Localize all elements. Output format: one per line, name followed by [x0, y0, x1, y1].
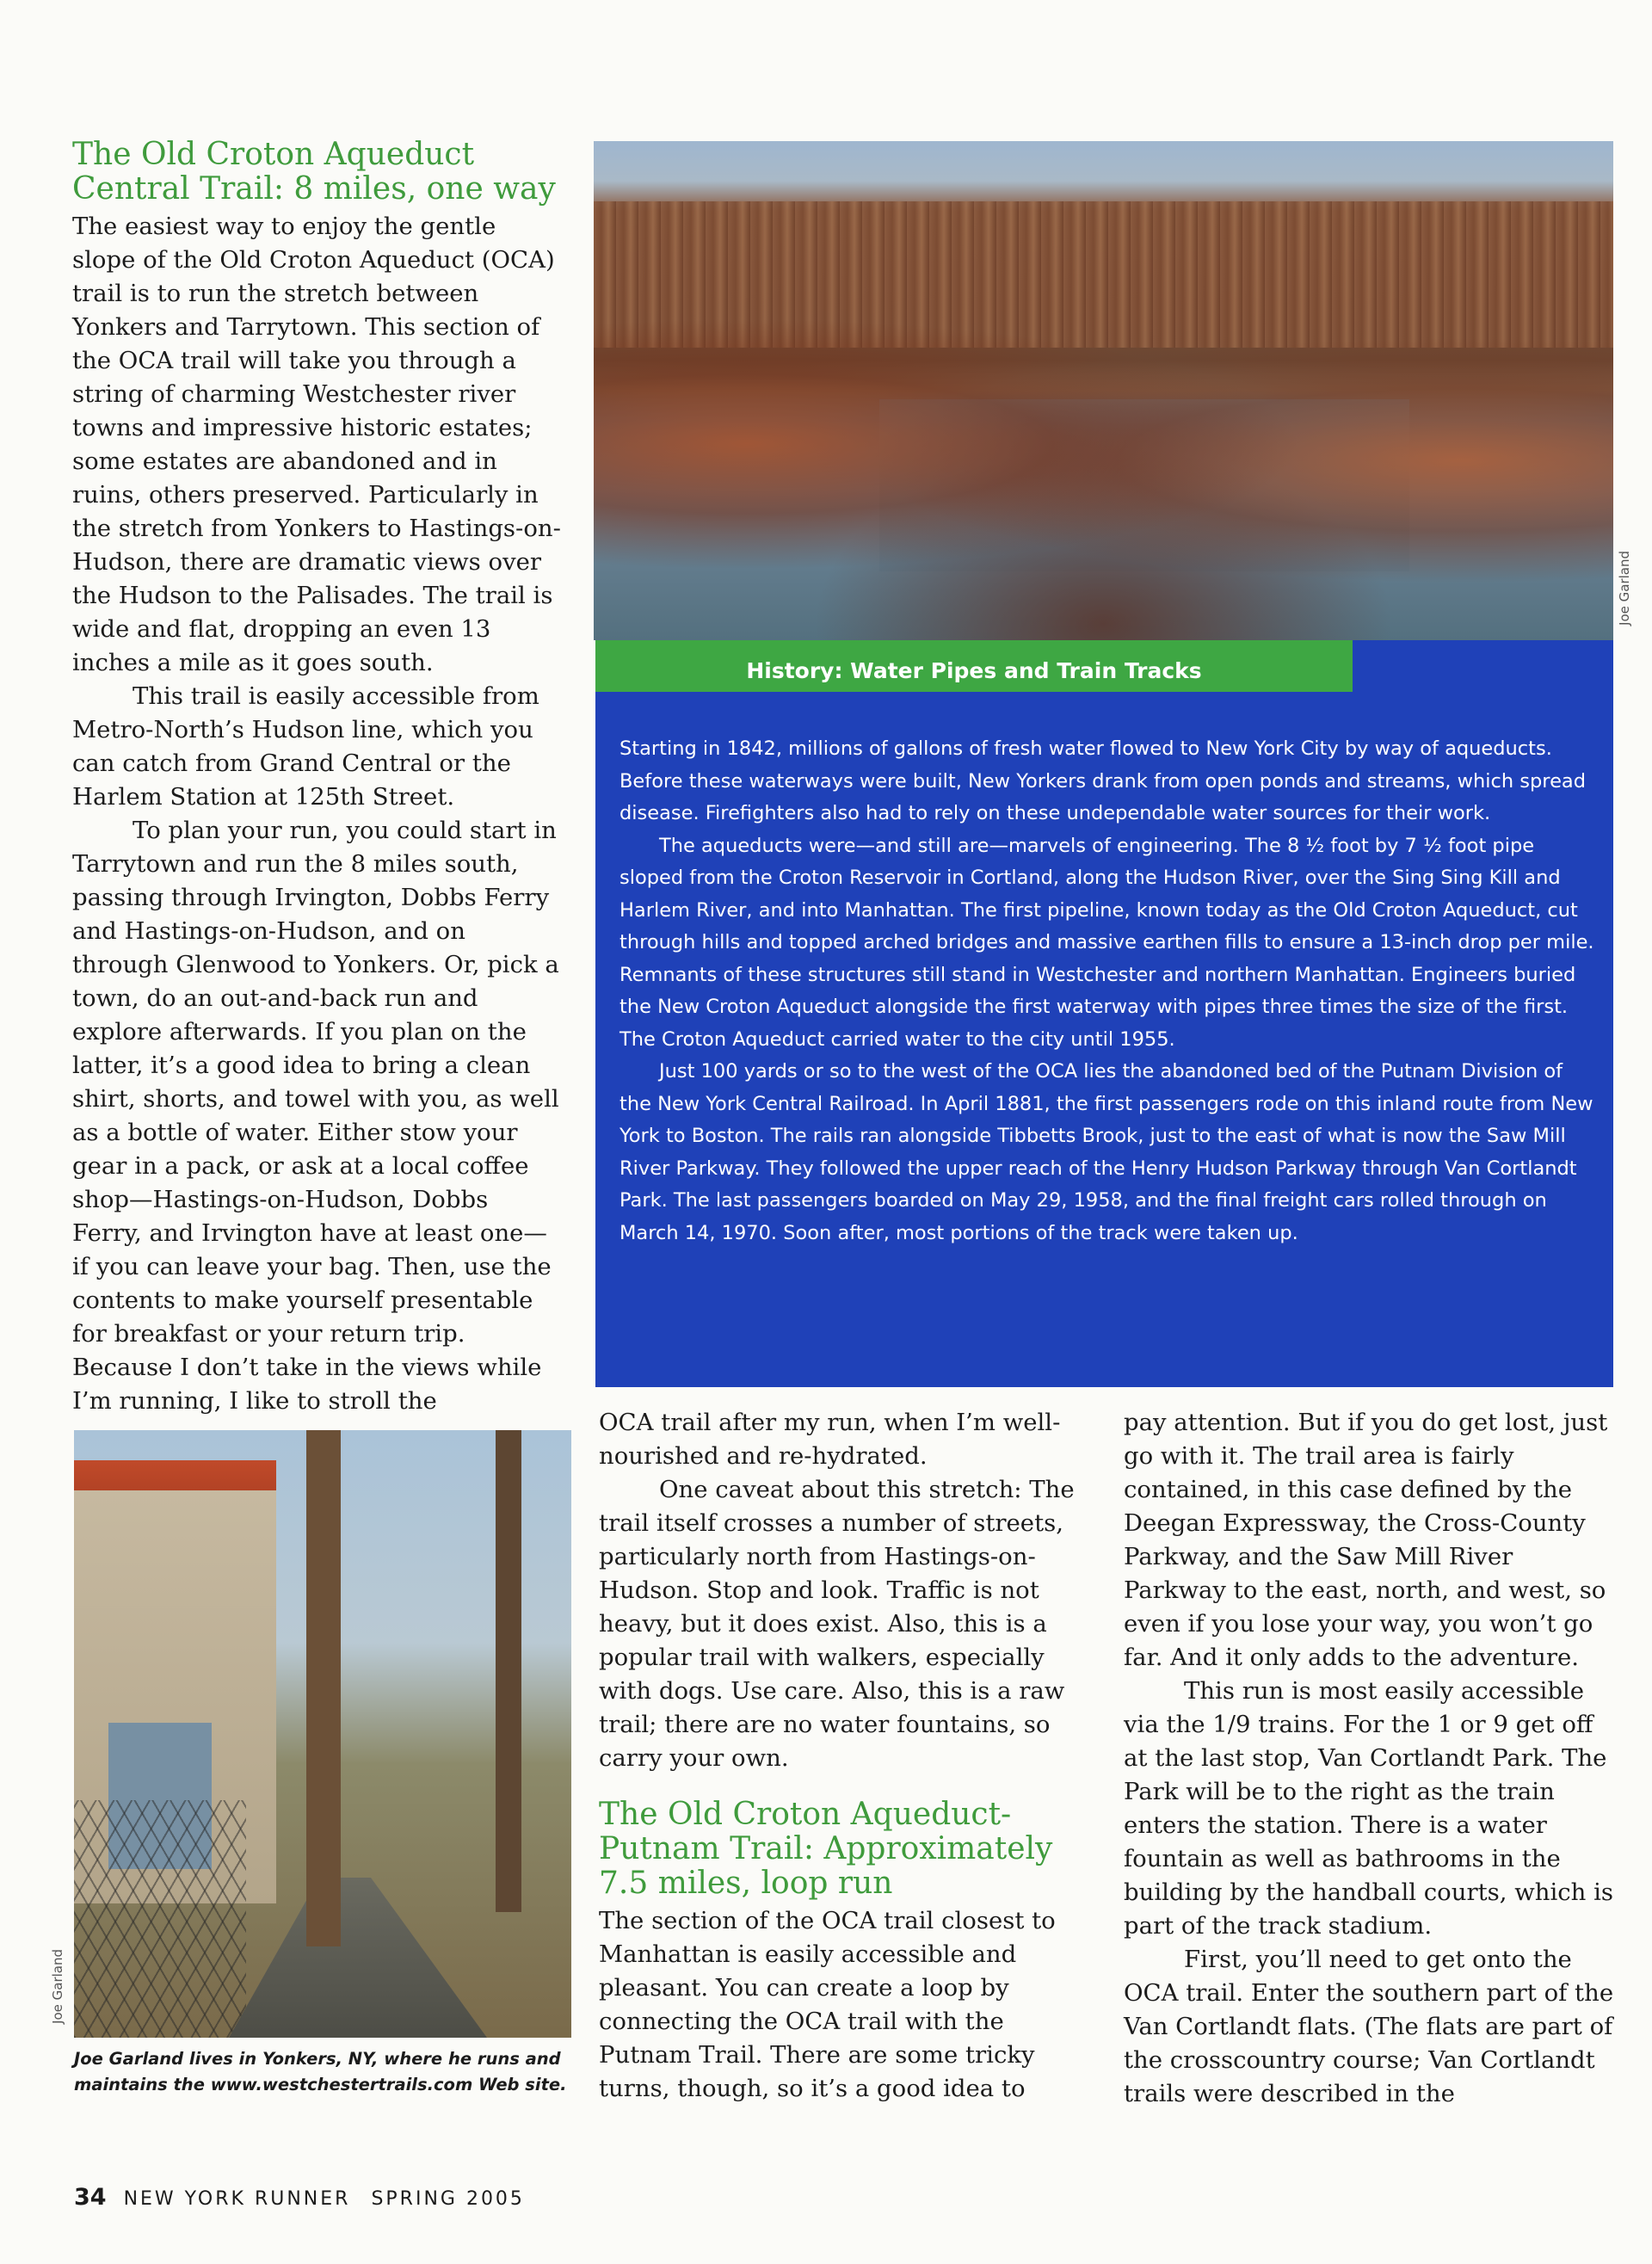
paragraph: One caveat about this stretch: The trail itself crosses a number of streets, particularly north from Hastings-on-Hudson. Stop and look. Traffic is not heavy, but it does exist. Also, this is a popular trail with walkers, especially with dogs. Use care. Also, this is a raw trail; there are no water fountains, so carry your own.	[599, 1476, 1075, 1772]
palisades-photo	[594, 141, 1613, 640]
sidebar-title-bar	[595, 640, 1353, 692]
trail-photo	[74, 1430, 571, 2038]
top-photo-credit: Joe Garland	[1617, 551, 1632, 626]
paragraph: This trail is easily accessible from Metro-North’s Hudson line, which you can catch from Grand Central or the Harlem Station at 125th Street.	[72, 682, 539, 811]
sidebar-body	[620, 733, 1596, 1249]
left-column	[72, 138, 563, 1418]
right-column	[1124, 1406, 1614, 2111]
page-footer	[74, 2184, 525, 2211]
sidebar-paragraph: Just 100 yards or so to the west of the OCA lies the abandoned bed of the Putnam Division of the New York Central Railroad. In April 1881, the first passengers rode on this inland route from New York to Boston. The rails ran alongside Tibbetts Brook, just to the east of what is now the Saw Mill River Parkway. They followed the upper reach of the Henry Hudson Parkway through Van Cortlandt Park. The last passengers boarded on May 29, 1958, and the final freight cars rolled through on March 14, 1970. Soon after, most portions of the track were taken up.	[620, 1060, 1593, 1244]
bottom-photo-credit: Joe Garland	[50, 1949, 65, 2024]
sidebar-title: History: Water Pipes and Train Tracks	[746, 658, 1202, 683]
paragraph: The easiest way to enjoy the gentle slope of the Old Croton Aqueduct (OCA) trail is to run the stretch between Yonkers and Tarrytown. This section of the OCA trail will take you through a string of charming Westchester river towns and impressive historic estates; some estates are abandoned and in ruins, others preserved. Particularly in the stretch from Yonkers to Hastings-on-Hudson, there are dramatic views over the Hudson to the Palisades. The trail is wide and flat, dropping an even 13 inches a mile as it goes south.	[72, 213, 561, 676]
tree-trunk-shape	[496, 1430, 521, 1912]
sidebar-paragraph: Starting in 1842, millions of gallons of fresh water flowed to New York City by way of aqueducts. Before these waterways were built, New Yorkers drank from open ponds and streams, which spread disease. Firefighters also had to rely on these undependable water sources for their work.	[620, 737, 1586, 824]
tree-trunk-shape	[306, 1430, 341, 1946]
paragraph: The section of the OCA trail closest to Manhattan is easily accessible and pleasant. You can create a loop by connecting the OCA trail with the Putnam Trail. There are some tricky turns, though, so it’s a good idea to	[599, 1907, 1056, 2102]
paragraph: First, you’ll need to get onto the OCA trail. Enter the southern part of the Van Cortlandt flats. (The flats are part of the crosscountry course; Van Cortlandt trails were described in the	[1124, 1946, 1614, 2107]
middle-column	[599, 1406, 1081, 2106]
section1-body	[72, 210, 563, 1418]
paragraph: This run is most easily accessible via the 1/9 trains. For the 1 or 9 get off at the last stop, Van Cortlandt Park. The Park will be to the right as the train enters the station. There is a water fountain as well as bathrooms in the building by the handball courts, which is part of the track stadium.	[1124, 1677, 1614, 1940]
paragraph: pay attention. But if you do get lost, just go with it. The trail area is fairly contained, in this case defined by the Deegan Expressway, the Cross-County Parkway, and the Saw Mill River Parkway to the east, north, and west, so even if you lose your way, you won’t go far. And it only adds to the adventure.	[1124, 1409, 1608, 1671]
issue-label: SPRING 2005	[371, 2188, 525, 2210]
publication-name: NEW YORK RUNNER	[123, 2188, 351, 2210]
page-number: 34	[74, 2184, 107, 2211]
fence-shape	[74, 1800, 246, 2038]
sidebar-paragraph: The aqueducts were—and still are—marvels of engineering. The 8 ½ foot by 7 ½ foot pipe sloped from the Croton Reservoir in Cortland, along the Hudson River, over the Sing Sing Kill and Harlem River, and into Manhattan. The first pipeline, known today as the Old Croton Aqueduct, cut through hills and topped arched bridges and massive earthen fills to ensure a 13-inch drop per mile. Remnants of these structures still stand in Westchester and northern Manhattan. Engineers buried the New Croton Aqueduct alongside the first waterway with pipes three times the size of the first. The Croton Aqueduct carried water to the city until 1955.	[620, 834, 1594, 1051]
paragraph: OCA trail after my run, when I’m well-nourished and re-hydrated.	[599, 1409, 1061, 1470]
paragraph: To plan your run, you could start in Tarrytown and run the 8 miles south, passing through Irvington, Dobbs Ferry and Hastings-on-Hudson, and on through Glenwood to Yonkers. Or, pick a town, do an out-and-back run and explore afterwards. If you plan on the latter, it’s a good idea to bring a clean shirt, shorts, and towel with you, as well as a bottle of water. Either stow your gear in a pack, or ask at a local coffee shop—Hastings-on-Hudson, Dobbs Ferry, and Irvington have at least one—if you can leave your bag. Then, use the contents to make yourself presentable for breakfast or your return trip. Because I don’t take in the views while I’m running, I like to stroll the	[72, 817, 559, 1415]
section1-heading: The Old Croton Aqueduct Central Trail: 8 miles, one way	[72, 137, 556, 207]
section2-heading: The Old Croton Aqueduct-Putnam Trail: Approximately 7.5 miles, loop run	[599, 1797, 1053, 1901]
trees-shape	[594, 313, 1613, 640]
photo-caption: Joe Garland lives in Yonkers, NY, where he runs and maintains the www.westchestertrails.com Web site.	[74, 2049, 567, 2094]
